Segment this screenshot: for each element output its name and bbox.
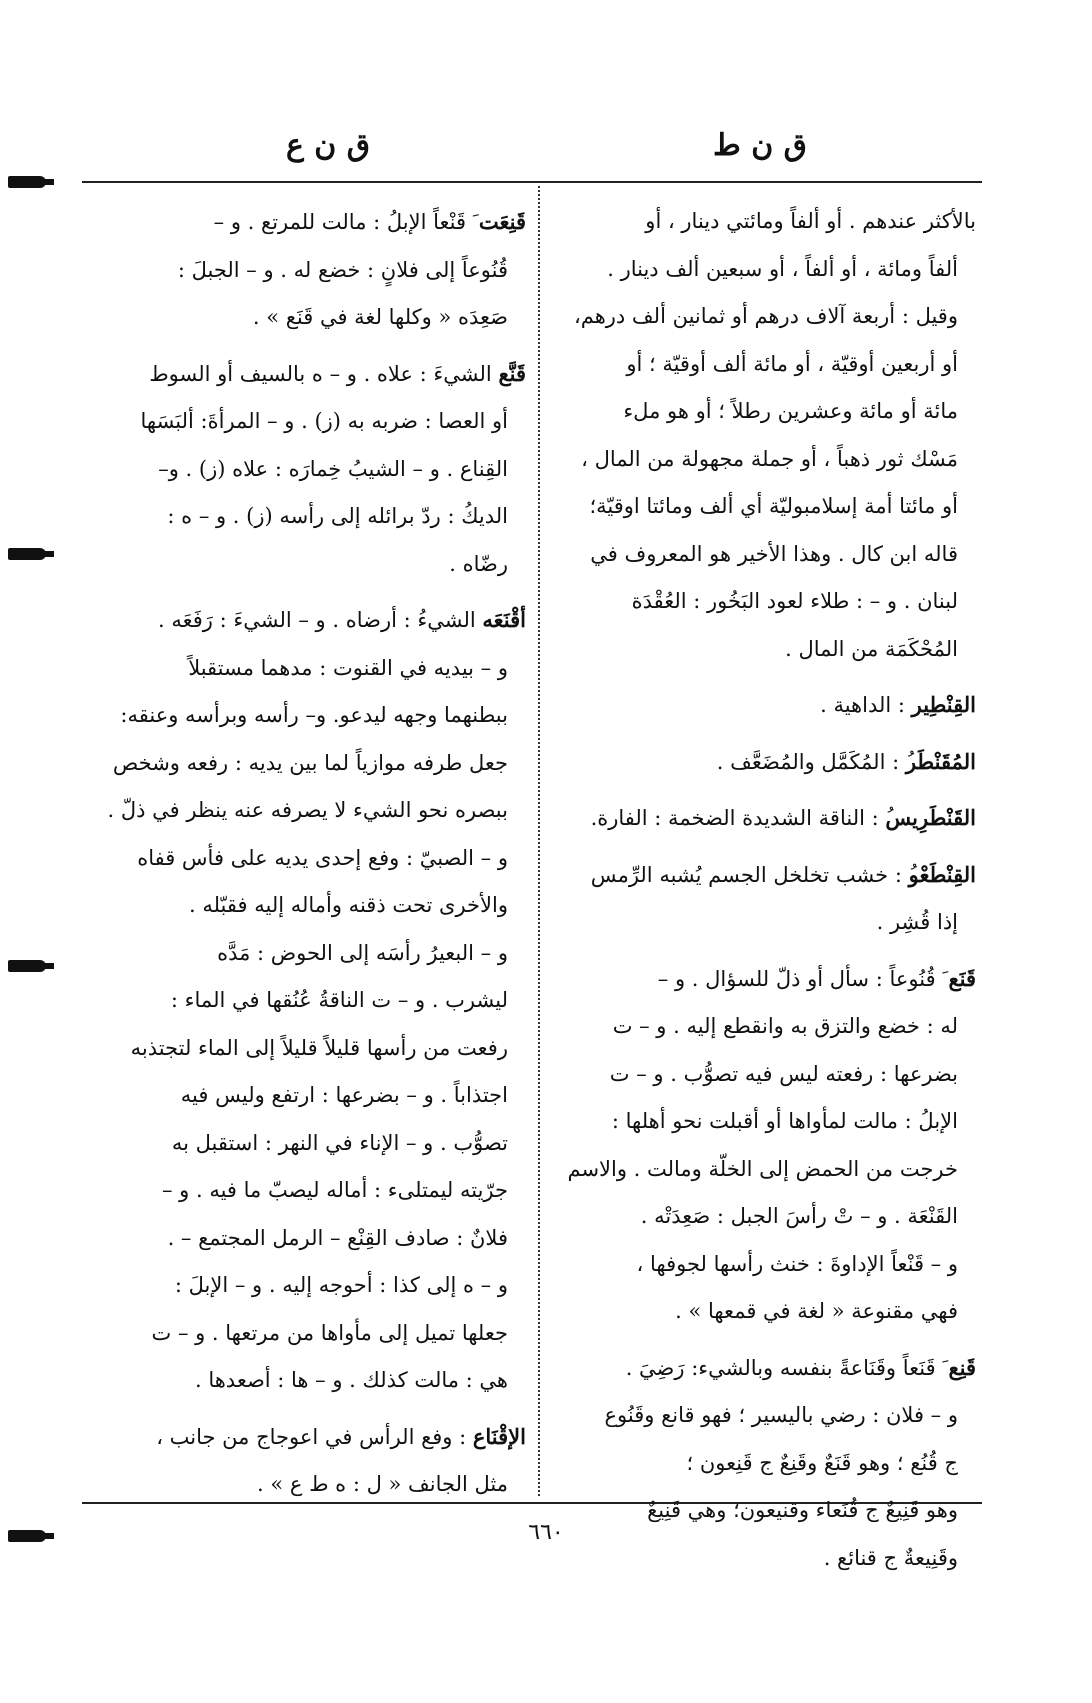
entry-line: مائة أو مائة وعشرين رطلاً ؛ أو هو ملء [623,399,958,423]
entry-line: اجتذاباً . و – بضرعها : ارتفع وليس فيه [180,1083,508,1107]
entry-line: ج قُنُع ؛ وهو قَنَعٌ وقَنِعٌ ج قَنِعون ؛ [686,1450,958,1475]
entry-line: له : خضع والتزق به وانقطع إليه . و – ت [612,1014,958,1038]
entry-first-line: قَنَّع الشيءَ : علاه . و – ه بالسيف أو السوط [149,360,526,386]
entry-line: و – الصبيّ : وفع إحدى يديه على فأس قفاه [137,845,508,870]
entry-line: لبنان . و – : طلاء لعود البَخُور : العُقْدَة [631,589,958,613]
entry-headword: قَنِع [948,1354,976,1380]
entry-line: فهي مقنوعة « لغة في قمعها » . [675,1299,958,1323]
left-column [90,198,526,1517]
entry-first-line: قَنِع َ قَنَعاً وقَنَاعةً بنفسه وبالشيء: رَضِيَ . [625,1354,976,1380]
margin-mark [8,960,46,972]
dictionary-entry [556,681,976,730]
entry-line: و – قَنْعاً الإداوةَ : خنث رأسها لجوفها ، [636,1251,958,1276]
entry-line: القِناع . و – الشيبُ خِمارَه : علاه (ز) . و– [158,456,508,481]
entry-first-line: بالأكثر عندهم . أو ألفاً ومائتي دينار ، أو [645,209,976,233]
entry-line: القَنْعَة . و – تْ رأسَ الجبل : صَعِدَتْه . [640,1204,958,1228]
header-root-left: ق ن ع [285,128,371,163]
entry-first-line: قَنِعَت َ قَنْعاً الإبلُ : مالت للمرتع . و – [213,209,526,234]
entry-line: وقيل : أربعة آلاف درهم أو ثمانين ألف درهم، [573,304,958,328]
margin-mark [8,176,46,188]
dictionary-entry [556,198,976,673]
right-column [556,198,976,1590]
entry-first-line: القِنْطَعْوُ : خشب تخلخل الجسم يُشبه الرِّمس [590,861,976,887]
header-root-right: ق ن ط [713,128,807,163]
entry-line: أو أربعين أوقيّة ، أو مائة ألف أوقيّة ؛ أو [626,351,958,376]
dictionary-entry [90,350,526,589]
entry-headword: الإقْنَاع [472,1423,526,1449]
entry-line: و – فلان : رضي باليسير ؛ فهو قانع وقَنُوع [604,1403,958,1427]
dictionary-entry [556,1344,976,1583]
entry-headword: المُقَنْطَر [905,748,976,774]
dictionary-entry [556,851,976,947]
margin-mark [8,1530,46,1542]
entry-first-line: قَنَع َ قُنُوعاً : سأل أو ذلّ للسؤال . و – [657,965,976,991]
entry-line: ببطنهما وجهه ليدعو. و– رأسه وبرأسه وعنقه: [120,703,508,727]
entry-line: ألفاً ومائة ، أو ألفاً ، أو سبعين ألف دينار . [607,256,958,281]
entry-line: صَعِدَه « وكلها لغة في قَنَع » . [252,305,508,329]
entry-headword: قَنَع [948,965,976,991]
entry-line: بضرعها : رفعته ليس فيه تصوُّب . و – ت [609,1061,958,1086]
entry-line: وهو قَنِيعٌ ج قُنَعاء وقنيعون؛ وهي قَنِيعٌ [647,1498,958,1522]
dictionary-entry [90,1413,526,1509]
entry-line: الإبلُ : مالت لمأواها أو أقبلت نحو أهلها : [611,1109,958,1133]
entry-line: مَسْك ثور ذهباً ، أو جملة مجهولة من المال ، [581,446,958,471]
entry-line: الديكُ : ردّ برائله إلى رأسه (ز) . و – ه : [167,504,508,528]
entry-line: قاله ابن كال . وهذا الأخير هو المعروف في [590,541,958,566]
entry-first-line: أقْنَعَه الشيءُ : أرضاه . و – الشيءَ : رَفَعَه . [158,607,526,632]
entry-line: ليشرب . و – ت الناقةُ عُنُقها في الماء : [170,988,508,1012]
entry-line: قُنُوعاً إلى فلانٍ : خضع له . و – الجبلَ : [177,257,508,282]
entry-line: ببصره نحو الشيء لا يصرفه عنه ينظر في ذلّ . [107,798,508,822]
entry-line: أو مائتا أمة إسلامبوليّة أي ألف ومائتا اوقيّة؛ [589,494,958,518]
entry-line: تصوُّب . و – الإناء في النهر : استقبل به [171,1130,508,1155]
entry-line: إذا قُشِر . [876,910,958,934]
margin-mark [8,548,46,560]
dictionary-entry [556,955,976,1336]
entry-line: جعلها تميل إلى مأواها من مرتعها . و – ت [151,1320,508,1345]
entry-line: مثل الجانف « ل : ه ط ع » . [257,1472,508,1496]
entry-line: و – ه إلى كذا : أحوجه إليه . و – الإبلَ : [174,1273,508,1297]
entry-line: و – البعيرُ رأسَه إلى الحوض : مَدَّه [217,940,508,965]
entry-line: خرجت من الحمض إلى الخلّة ومالت . والاسم [567,1156,958,1181]
entry-headword: القِنْطِير [911,692,976,717]
entry-headword: أقْنَعَه [482,607,526,632]
dictionary-entry [90,596,526,1405]
entry-headword: القَنْطَرِيس [885,805,976,830]
page-number: ٦٦٠ [528,1520,564,1545]
entry-first-line: المُقَنْطَرُ : المُكَمَّل والمُضَعَّف . [716,748,976,774]
dictionary-entry [556,738,976,787]
entry-headword: قَنَّع [498,360,526,386]
entry-first-line: القَنْطَرِيسُ : الناقة الشديدة الضخمة : الفارة. [590,805,976,830]
entry-first-line: الإقْنَاع : وفع الرأس في اعوجاج من جانب ، [156,1423,526,1449]
entry-line: والأخرى تحت ذقنه وأماله إليه فقبّله . [188,893,508,917]
entry-line: هي : مالت كذلك . و – ها : أصعدها . [194,1368,508,1392]
entry-line: فلانٌ : صادف القِنْع – الرمل المجتمع – . [167,1225,508,1250]
entry-headword: قَنِعَت [478,209,526,234]
entry-line: و – بيديه في القنوت : مدهما مستقبلاً [188,655,508,680]
entry-line: جعل طرفه موازياً لما بين يديه : رفعه وشخص [112,750,508,775]
entry-headword: القِنْطَعْو [908,861,976,887]
entry-line: أو العصا : ضربه به (ز) . و – المرأةَ: ألبَسَها [140,409,508,433]
dictionary-entry [556,794,976,843]
entry-line: المُحْكَمَة من المال . [785,636,958,661]
top-rule [82,181,982,183]
entry-line: وقَنِيعةٌ ج قنائع . [823,1545,958,1570]
dictionary-entry [90,198,526,342]
entry-line: رفعت من رأسها قليلاً قليلاً إلى الماء لتجتذبه [130,1035,508,1060]
entry-line: رضّاه . [449,551,508,576]
entry-line: جرّيته ليمتلىء : أماله ليصبّ ما فيه . و – [161,1178,508,1202]
column-divider [538,186,540,1496]
entry-first-line: القِنْطِير : الداهية . [820,692,976,717]
